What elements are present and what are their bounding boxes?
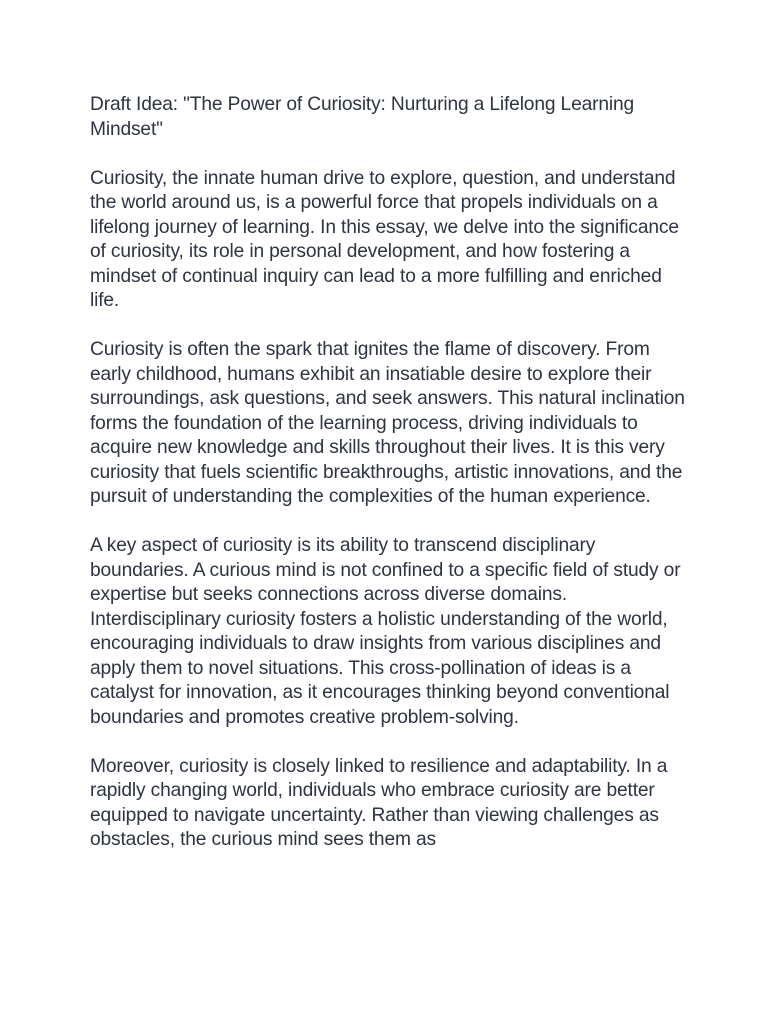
paragraph-2: Curiosity is often the spark that ignites the flame of discovery. From early childhood, humans exhibit an insatiable desire to explore their surroundings, ask questions, and seek answers. This natural inclination forms the foundation of the learning process, driving individuals to acquire new knowledge and skills throughout their lives. It is this very curiosity that fuels scientific breakthroughs, artistic innovations, and the pursuit of understanding the complexities of the human experience. xyxy=(90,339,685,507)
paragraph-3: A key aspect of curiosity is its ability to transcend disciplinary boundaries. A curious mind is not confined to a specific field of study or expertise but seeks connections across diverse domains. Interdisciplinary curiosity fosters a holistic understanding of the world, encouraging individuals to draw insights from various disciplines and apply them to novel situations. This cross-pollination of ideas is a catalyst for innovation, as it encourages thinking beyond conventional boundaries and promotes creative problem-solving. xyxy=(90,535,681,728)
paragraph-4: Moreover, curiosity is closely linked to resilience and adaptability. In a rapidly changing world, individuals who embrace curiosity are better equipped to navigate uncertainty. Rather than viewing challenges as obstacles, the curious mind sees them as xyxy=(90,755,668,850)
document-body xyxy=(90,93,690,877)
paragraph-1: Curiosity, the innate human drive to explore, question, and understand the world around us, is a powerful force that propels individuals on a lifelong journey of learning. In this essay, we delve into the significance of curiosity, its role in personal development, and how fostering a mindset of continual inquiry can lead to a more fulfilling and enriched life. xyxy=(90,167,679,311)
document-title: Draft Idea: "The Power of Curiosity: Nurturing a Lifelong Learning Mindset" xyxy=(90,94,635,140)
